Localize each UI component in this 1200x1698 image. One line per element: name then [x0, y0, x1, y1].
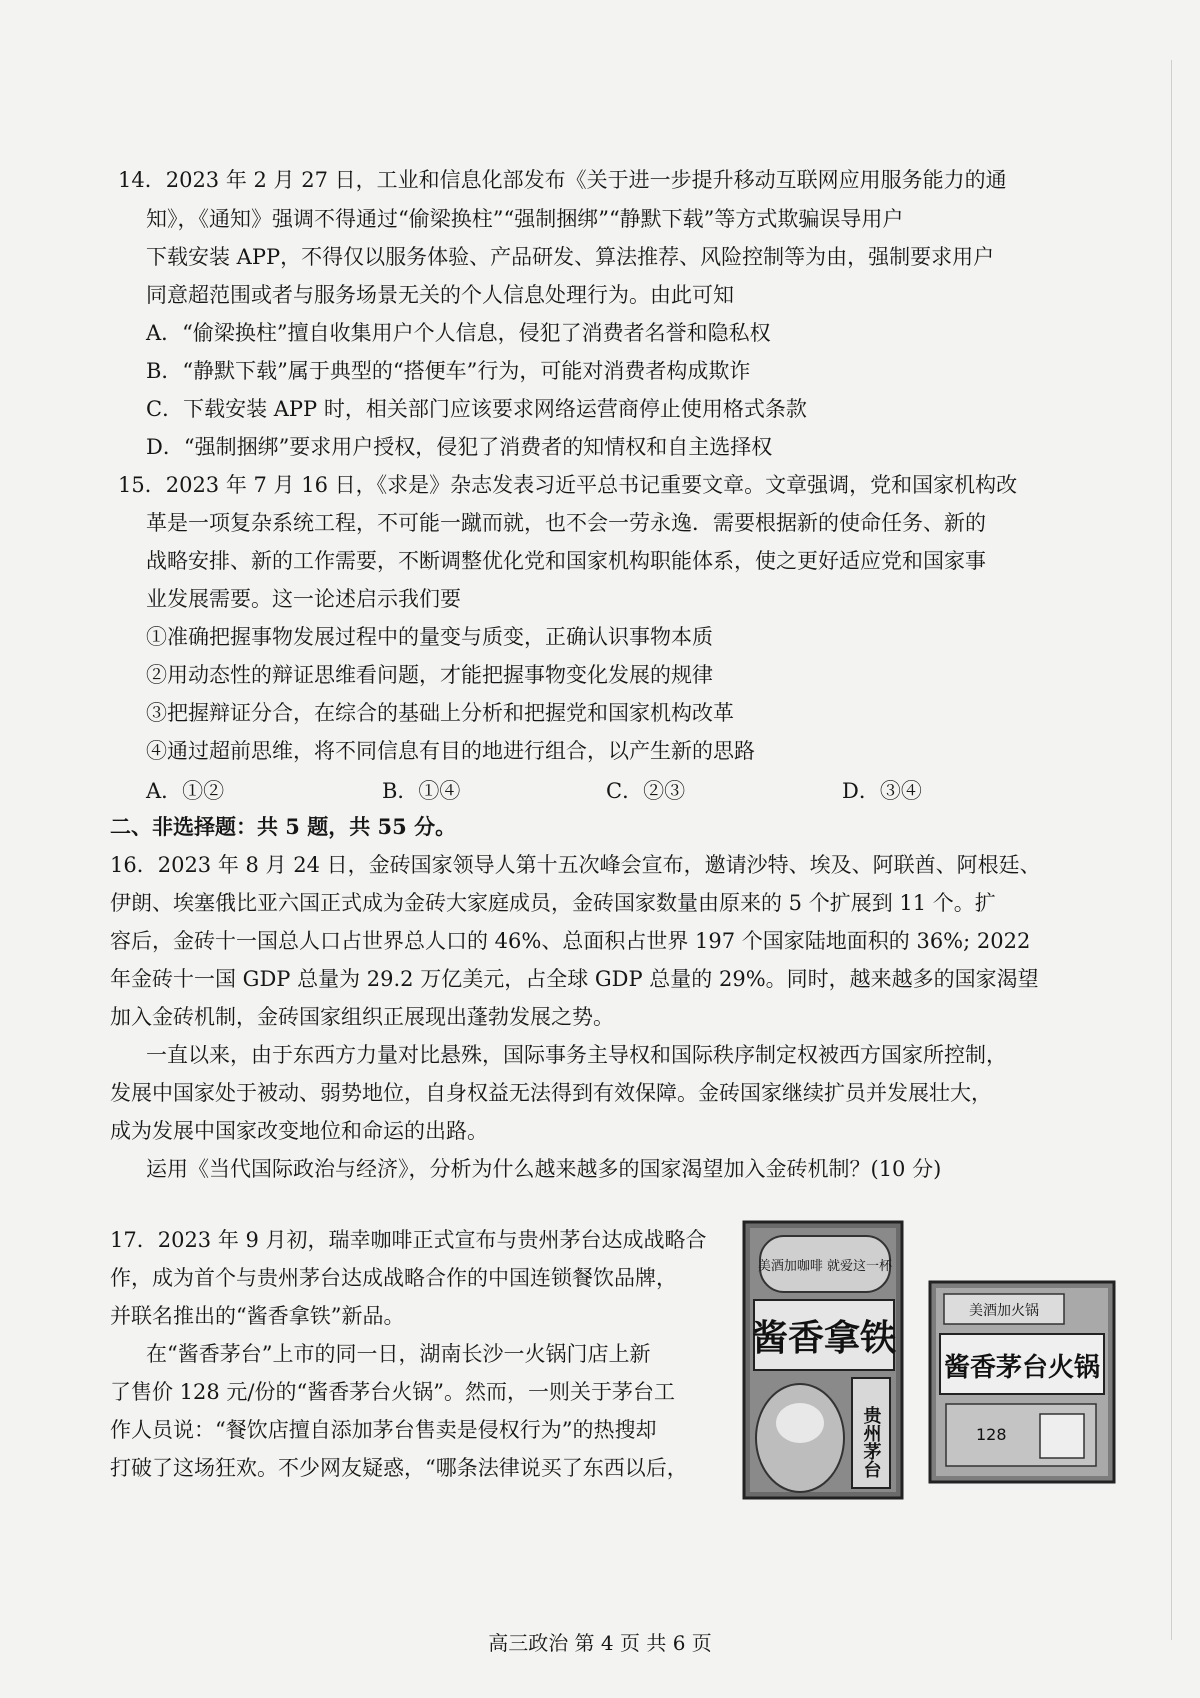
q14-option-c: C．下载安装 APP 时，相关部门应该要求网络运营商停止使用格式条款 — [146, 397, 807, 421]
q15-choice-c: C．②③ — [606, 779, 686, 803]
hotpot-banner-text: 美酒加火锅 — [969, 1303, 1039, 1319]
q14-line-1: 14．2023 年 2 月 27 日，工业和信息化部发布《关于进一步提升移动互联网应用服务能力的通 — [118, 168, 1007, 192]
q15-choices — [146, 775, 922, 803]
q15-choice-b: B．①④ — [382, 779, 461, 803]
q14-line-4: 同意超范围或者与服务场景无关的个人信息处理行为。由此可知 — [146, 283, 734, 307]
q17-line-1: 17．2023 年 9 月初，瑞幸咖啡正式宣布与贵州茅台达成战略合 — [110, 1228, 707, 1252]
latte-banner-text: 美酒加咖啡 就爱这一杯 — [757, 1259, 893, 1274]
q15-item-1: ①准确把握事物发展过程中的量变与质变，正确认识事物本质 — [146, 625, 713, 649]
q15-line-4: 业发展需要。这一论述启示我们要 — [146, 587, 461, 611]
q16-line-5: 加入金砖机制，金砖国家组织正展现出蓬勃发展之势。 — [110, 1005, 614, 1029]
q14-option-b: B．“静默下载”属于典型的“搭便车”行为，可能对消费者构成欺诈 — [146, 359, 751, 383]
poster-images — [740, 1218, 1120, 1508]
q16-line-8: 成为发展中国家改变地位和命运的出路。 — [110, 1119, 488, 1143]
q15-item-2: ②用动态性的辩证思维看问题，才能把握事物变化发展的规律 — [146, 663, 713, 687]
scan-edge-line — [1171, 60, 1172, 1640]
q15-choice-a: A．①② — [146, 779, 225, 803]
q17-line-4: 在“酱香茅台”上市的同一日，湖南长沙一火锅门店上新 — [146, 1342, 651, 1366]
q17-line-2: 作，成为首个与贵州茅台达成战略合作的中国连锁餐饮品牌， — [110, 1266, 677, 1290]
hotpot-title-text: 酱香茅台火锅 — [943, 1353, 1101, 1383]
q16-line-4: 年金砖十一国 GDP 总量为 29.2 万亿美元，占全球 GDP 总量的 29%。同时，越来越多的国家渴望 — [110, 967, 1039, 991]
q14-option-a: A．“偷梁换柱”擅自收集用户个人信息，侵犯了消费者名誉和隐私权 — [146, 321, 771, 345]
q16-line-1: 16．2023 年 8 月 24 日，金砖国家领导人第十五次峰会宣布，邀请沙特、埃及、阿联酋、阿根廷、 — [110, 853, 1041, 877]
q14-line-3: 下载安装 APP，不得仅以服务体验、产品研发、算法推荐、风险控制等为由，强制要求用户 — [146, 245, 995, 269]
hotpot-poster — [930, 1282, 1114, 1482]
q15-line-2: 革是一项复杂系统工程，不可能一蹴而就，也不会一劳永逸．需要根据新的使命任务、新的 — [146, 511, 986, 535]
section-2-heading: 二、非选择题：共 5 题，共 55 分。 — [110, 814, 457, 839]
q16-line-7: 发展中国家处于被动、弱势地位，自身权益无法得到有效保障。金砖国家继续扩员并发展壮大， — [110, 1081, 992, 1105]
page-footer: 高三政治 第 4 页 共 6 页 — [488, 1631, 712, 1655]
latte-poster — [744, 1222, 902, 1498]
q17-line-6: 作人员说：“餐饮店擅自添加茅台售卖是侵权行为”的热搜却 — [110, 1418, 657, 1442]
q15-item-4: ④通过超前思维，将不同信息有目的地进行组合，以产生新的思路 — [146, 739, 755, 763]
q15-line-1: 15．2023 年 7 月 16 日，《求是》杂志发表习近平总书记重要文章。文章强调，党和国家机构改 — [118, 473, 1018, 497]
latte-title-text: 酱香拿铁 — [751, 1318, 897, 1359]
q16-question-prompt: 运用《当代国际政治与经济》，分析为什么越来越多的国家渴望加入金砖机制？(10 分) — [146, 1157, 942, 1181]
q15-line-3: 战略安排、新的工作需要，不断调整优化党和国家机构职能体系，使之更好适应党和国家事 — [146, 549, 986, 573]
q14-line-2: 知》，《通知》强调不得通过“偷梁换柱”“强制捆绑”“静默下载”等方式欺骗误导用户 — [146, 207, 904, 231]
q16-line-2: 伊朗、埃塞俄比亚六国正式成为金砖大家庭成员，金砖国家数量由原来的 5 个扩展到 11 个。扩 — [110, 891, 996, 915]
q17-line-7: 打破了这场狂欢。不少网友疑惑，“哪条法律说买了东西以后， — [110, 1456, 688, 1480]
q17-line-5: 了售价 128 元/份的“酱香茅台火锅”。然而，一则关于茅台工 — [110, 1380, 675, 1404]
q15-choice-d: D．③④ — [842, 779, 922, 803]
q16-line-6: 一直以来，由于东西方力量对比悬殊，国际事务主导权和国际秩序制定权被西方国家所控制， — [146, 1043, 1007, 1067]
latte-side-text: 贵州茅台 — [860, 1406, 882, 1478]
q17-line-3: 并联名推出的“酱香拿铁”新品。 — [110, 1304, 405, 1328]
q14-option-d: D．“强制捆绑”要求用户授权，侵犯了消费者的知情权和自主选择权 — [146, 435, 773, 459]
q16-line-3: 容后，金砖十一国总人口占世界总人口的 46%、总面积占世界 197 个国家陆地面积的 36%; 2022 — [110, 929, 1031, 953]
q15-item-3: ③把握辩证分合，在综合的基础上分析和把握党和国家机构改革 — [146, 701, 734, 725]
hotpot-price-text: 128 — [976, 1425, 1007, 1444]
